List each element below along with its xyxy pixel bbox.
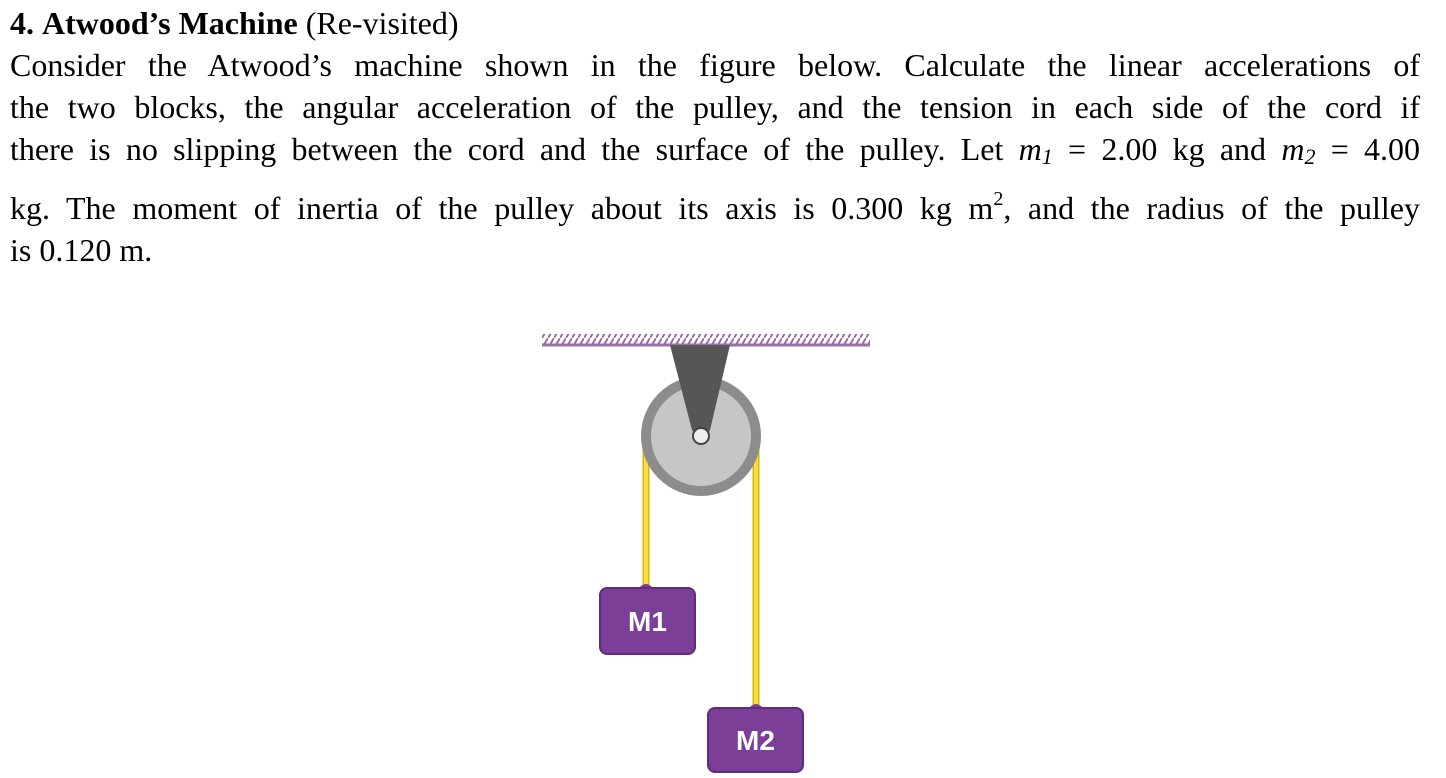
problem-text-line-3 xyxy=(10,128,1420,178)
problem-heading xyxy=(10,2,1420,44)
m2-symbol: m xyxy=(1281,131,1305,167)
block-m1 xyxy=(600,584,695,654)
problem-title: Atwood’s Machine xyxy=(42,5,298,41)
line3-part-a: there is no slipping between the cord and the surface of the pulley. Let xyxy=(10,131,1019,167)
line4-part-a: kg. The moment of inertia of the pulley about its axis is 0.300 kg m xyxy=(10,190,994,226)
block-m2-label: M2 xyxy=(736,725,775,756)
problem-text-line-2: the two blocks, the angular acceleration of the pulley, and the tension in each side of the cord if xyxy=(10,89,1420,125)
problem-number: 4. xyxy=(10,5,34,41)
ceiling-support xyxy=(542,334,870,345)
problem-subtitle: (Re-visited) xyxy=(305,5,459,41)
ceiling-hatching xyxy=(542,334,870,344)
problem-text-line-1: Consider the Atwood’s machine shown in the figure below. Calculate the linear accelerations of xyxy=(10,47,1420,83)
m-squared-superscript: 2 xyxy=(993,188,1004,210)
m1-subscript: 1 xyxy=(1041,144,1053,169)
block-m2 xyxy=(708,704,803,772)
problem-text-line-5: is 0.120 m. xyxy=(10,232,153,268)
atwood-machine-figure xyxy=(530,318,890,778)
line3-part-b: = 2.00 kg and xyxy=(1052,131,1282,167)
problem-statement xyxy=(10,2,1420,271)
line4-part-b: , and the radius of the pulley xyxy=(1003,190,1421,226)
pulley-axle xyxy=(693,428,709,444)
m2-subscript: 2 xyxy=(1304,144,1316,169)
block-m1-label: M1 xyxy=(628,606,667,637)
line3-part-c: = 4.00 xyxy=(1315,131,1421,167)
m1-symbol: m xyxy=(1018,131,1042,167)
problem-text-line-4 xyxy=(10,178,1420,229)
